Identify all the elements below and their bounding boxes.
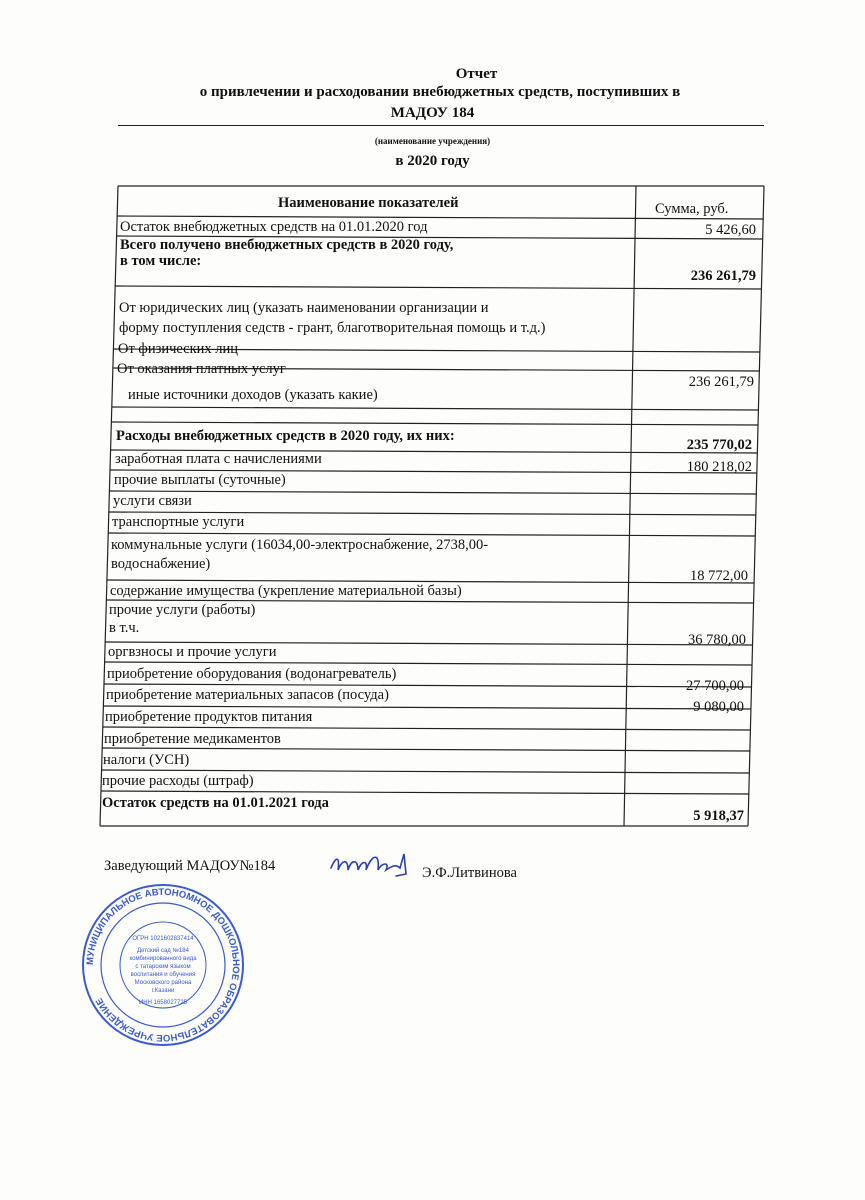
table-row-divider: [115, 286, 761, 289]
table-row-label: прочие выплаты (суточные): [114, 472, 286, 488]
stamp-line: г.Казани: [151, 988, 175, 994]
stamp-line: воспитания и обучения: [130, 972, 196, 978]
organization-name: МАДОУ 184: [390, 105, 475, 121]
table-row-amount: 18 772,00: [690, 568, 748, 584]
table-row-divider: [102, 748, 750, 751]
table-row-amount: 36 780,00: [688, 632, 746, 648]
table-row-label: Остаток средств на 01.01.2021 года: [102, 795, 329, 811]
report-year: в 2020 году: [395, 153, 470, 169]
table-row-label: Всего получено внебюджетных средств в 2020 году,: [120, 237, 454, 253]
handwritten-signature: [326, 848, 416, 882]
table-row-label: услуги связи: [113, 493, 192, 509]
table-row-divider: [111, 422, 758, 425]
table-row-divider: [109, 491, 756, 494]
table-row-amount: 180 218,02: [686, 459, 752, 475]
table-row-label: приобретение оборудования (водонагреватель): [107, 666, 397, 682]
table-row-label: От физических лиц: [118, 341, 239, 357]
table-row-label: приобретение продуктов питания: [105, 709, 313, 725]
stamp-ogrn: ОГРН 1021602837414: [132, 936, 194, 942]
organization-hint: (наименование учреждения): [374, 136, 491, 146]
table-row-label: От юридических лиц (указать наименовании организации и: [119, 300, 489, 316]
table-row-label: приобретение медикаментов: [104, 731, 281, 747]
table-row-amount: 5 918,37: [693, 808, 744, 824]
table-row-label: в т.ч.: [109, 620, 140, 636]
table-row-label: содержание имущества (укрепление материальной базы): [110, 583, 462, 599]
table-row-amount: 236 261,79: [688, 374, 754, 390]
table-row-label: форму поступления седств - грант, благотворительная помощь и т.д.): [119, 320, 546, 336]
column-header-sum: Сумма, руб.: [655, 201, 729, 217]
table-row-amount: 27 700,00: [686, 678, 744, 694]
stamp-inn: ИНН 1658027725: [138, 1000, 188, 1006]
table-row-label: оргвзносы и прочие услуги: [108, 644, 277, 660]
stamp-line: Московского района: [134, 980, 192, 986]
table-row-label: иные источники доходов (указать какие): [128, 387, 378, 403]
table-row-divider: [101, 791, 749, 794]
stamp-line: комбинированного вида: [129, 956, 197, 962]
column-header-name: Наименование показателей: [278, 195, 459, 211]
report-subtitle: о привлечении и расходовании внебюджетных средств, поступивших в: [199, 84, 681, 100]
table-row-label: заработная плата с начислениями: [115, 451, 322, 467]
table-row-amount: 236 261,79: [690, 268, 756, 284]
table-row-label: водоснабжение): [111, 556, 211, 572]
report-title: Отчет: [455, 66, 498, 82]
table-row-label: Расходы внебюджетных средств в 2020 году, их них:: [116, 428, 455, 444]
table-row-amount: 5 426,60: [705, 222, 756, 238]
table-row-divider: [103, 727, 751, 730]
table-row-amount: 9 080,00: [693, 699, 744, 715]
table-row-divider: [108, 533, 755, 536]
table-row-divider: [112, 407, 759, 410]
table-row-label: коммунальные услуги (16034,00-электроснабжение, 2738,00-: [111, 537, 489, 553]
table-row-label: транспортные услуги: [112, 514, 245, 530]
stamp-outer-text: МУНИЦИПАЛЬНОЕ АВТОНОМНОЕ ДОШКОЛЬНОЕ ОБРАЗОВАТЕЛЬНОЕ УЧРЕЖДЕНИЕ: [84, 886, 242, 1044]
official-stamp: [78, 880, 248, 1050]
table-row-label: приобретение материальных запасов (посуда): [106, 687, 389, 703]
table-row-label: прочие услуги (работы): [109, 602, 256, 618]
table-row-amount: 235 770,02: [686, 437, 752, 453]
table-row-label: налоги (УСН): [103, 752, 190, 768]
table-row-label: в том числе:: [120, 253, 202, 269]
stamp-line: Детский сад №184: [137, 948, 189, 954]
signatory-name: Э.Ф.Литвинова: [422, 865, 517, 881]
table-row-label: Остаток внебюджетных средств на 01.01.2020 год: [120, 219, 428, 235]
signatory-position: Заведующий МАДОУ№184: [104, 858, 276, 874]
table-row-label: От оказания платных услуг: [117, 361, 286, 377]
table-row-divider: [105, 662, 752, 665]
stamp-line: с татарским языком: [135, 964, 191, 970]
table-row-label: прочие расходы (штраф): [102, 773, 254, 789]
